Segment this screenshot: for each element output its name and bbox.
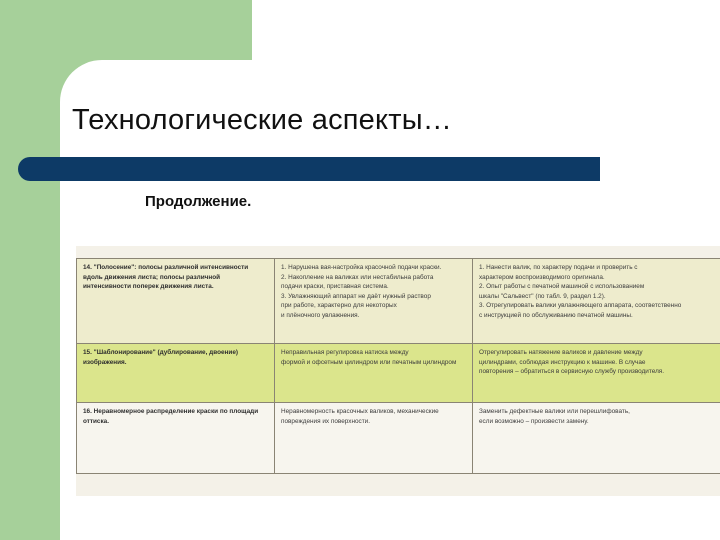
cell-text-line: шкалы "Сальвест" (по табл. 9, раздел 1.2). <box>479 292 606 300</box>
cell-text-line: интенсивности поперек движения листа. <box>83 283 214 291</box>
cell-text-line: Неправильная регулировка натиска между <box>281 349 409 356</box>
table-cell-remedy <box>473 403 720 474</box>
cell-text-line: Неравномерность красочных валиков, механические <box>281 408 439 415</box>
table-cell-remedy <box>473 344 720 403</box>
defects-table <box>76 258 720 474</box>
title-underline-bar <box>34 157 600 181</box>
cell-text-line: 1. Нанести валик, по характеру подачи и проверить с <box>479 264 638 271</box>
cell-text-line: повреждения их поверхности. <box>281 417 371 425</box>
cell-text-line: изображения. <box>83 358 127 366</box>
slide-title: Технологические аспекты… <box>72 104 452 136</box>
cell-text-line: при работе, характерно для некоторых <box>281 302 397 310</box>
cell-text-line: 2. Накопление на валиках или нестабильна работа <box>281 273 434 281</box>
cell-text-line: 3. Увлажняющий аппарат не даёт нужный раствор <box>281 292 431 300</box>
cell-text-line: Отрегулировать натяжение валиков и давление между <box>479 349 643 356</box>
cell-text-line: формой и офсетным цилиндром или печатным цилиндром <box>281 358 457 366</box>
table-cell-cause <box>275 259 473 344</box>
cell-text-line: характером воспроизводимого оригинала. <box>479 273 605 281</box>
cell-text-line: 3. Отрегулировать валики увлажняющего аппарата, соответственно <box>479 302 682 310</box>
cell-text-line: 14. "Полосение": полосы различной интенсивности <box>83 264 249 271</box>
cell-text-line: повторения – обратиться в сервисную службу производителя. <box>479 368 665 376</box>
table-row <box>77 403 720 474</box>
cell-text-line: и плёночного увлажнения. <box>281 311 360 319</box>
table-cell-remedy <box>473 259 720 344</box>
table-cell-cause <box>275 403 473 474</box>
cell-text-line: подачи краски, приставная система. <box>281 283 389 291</box>
cell-text-line: цилиндрами, соблюдая инструкцию к машине. В случае <box>479 358 646 366</box>
table-row <box>77 259 720 344</box>
green-left-strip <box>0 60 60 540</box>
cell-text-line: 16. Неравномерное распределение краски по площади <box>83 408 259 415</box>
cell-text-line: Заменить дефектные валики или перешлифовать, <box>479 408 630 415</box>
cell-text-line: вдоль движения листа; полосы различной <box>83 273 221 281</box>
table-row <box>77 344 720 403</box>
scanned-table-image <box>76 246 720 496</box>
cell-text-line: если возможно – произвести замену. <box>479 417 589 425</box>
cell-text-line: с инструкцией по обслуживанию печатной машины. <box>479 311 633 319</box>
cell-text-line: 15. "Шаблонирование" (дублирование, двоение) <box>83 349 238 356</box>
table-cell-defect <box>77 403 275 474</box>
cell-text-line: 1. Нарушена вая-настройка красочной подачи краски. <box>281 264 442 271</box>
cell-text-line: 2. Опыт работы с печатной машиной с использованием <box>479 283 645 291</box>
slide-subtitle: Продолжение. <box>145 193 252 210</box>
table-cell-cause <box>275 344 473 403</box>
table-cell-defect <box>77 259 275 344</box>
table-cell-defect <box>77 344 275 403</box>
cell-text-line: оттиска. <box>83 417 110 425</box>
